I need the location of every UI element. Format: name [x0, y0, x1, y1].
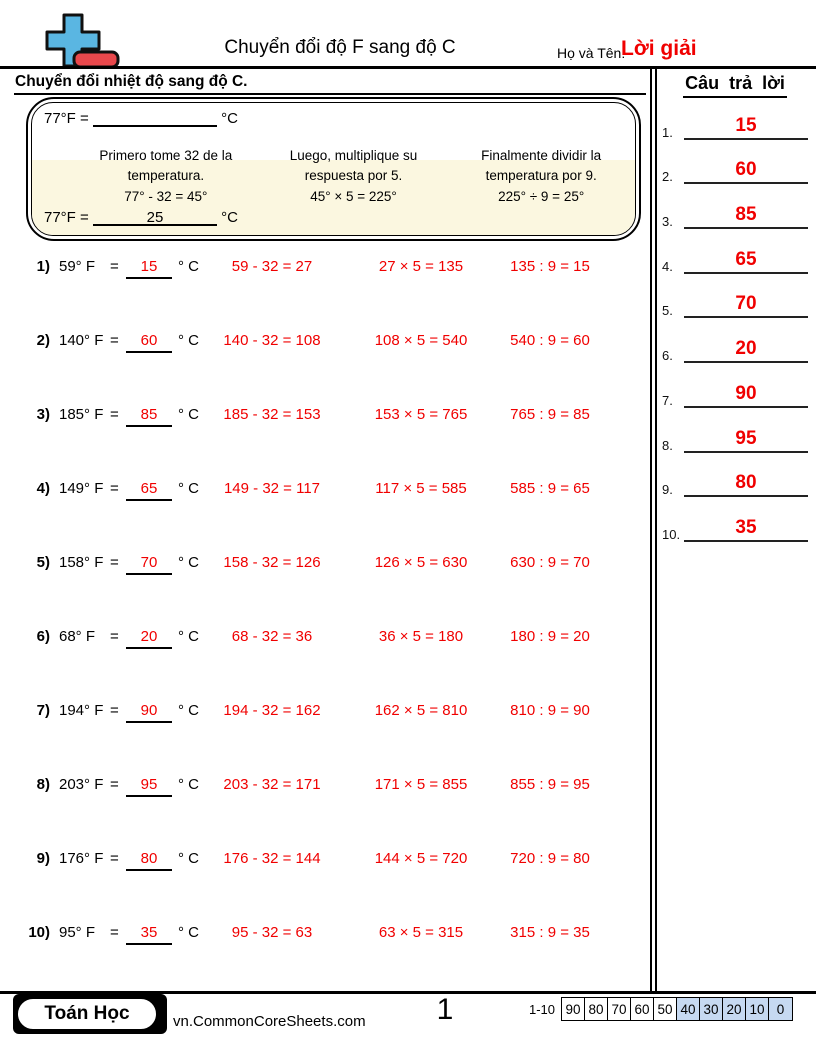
work-division: 180 : 9 = 20 — [510, 628, 590, 645]
answer-key-item — [660, 184, 810, 229]
example-step-line1: Luego, multiplique su — [289, 148, 418, 163]
grading-scale — [529, 997, 793, 1021]
example-step-equation: 77° - 32 = 45° — [124, 188, 208, 204]
work-multiplication: 27 × 5 = 135 — [378, 258, 464, 275]
problem-equals-sign: = — [110, 554, 119, 571]
problem-row — [14, 400, 646, 474]
worksheet-title: Chuyển đổi độ F sang độ C — [224, 37, 456, 58]
work-division: 135 : 9 = 15 — [510, 258, 590, 275]
work-multiplication: 108 × 5 = 540 — [374, 332, 468, 349]
work-subtraction: 185 - 32 = 153 — [223, 406, 321, 423]
problem-celsius-unit: ° C — [178, 850, 199, 867]
problem-number: 10) — [28, 924, 50, 941]
problem-fahrenheit: 140° F — [59, 332, 104, 349]
problem-equals-sign: = — [110, 332, 119, 349]
header-divider — [0, 66, 816, 69]
grading-cell: 90 — [562, 998, 585, 1020]
example-step-equation: 45° × 5 = 225° — [310, 188, 397, 204]
example-prompt — [44, 110, 238, 127]
problem-celsius-unit: ° C — [178, 480, 199, 497]
problem-answer-blank: 35 — [126, 924, 172, 945]
problem-equals-sign: = — [110, 702, 119, 719]
work-subtraction: 95 - 32 = 63 — [231, 924, 313, 941]
problem-number: 5) — [36, 554, 50, 571]
work-multiplication: 162 × 5 = 810 — [374, 702, 468, 719]
work-division: 720 : 9 = 80 — [510, 850, 590, 867]
work-multiplication: 144 × 5 = 720 — [374, 850, 468, 867]
problem-number: 2) — [36, 332, 50, 349]
answer-key-heading-text: Câu trả lời — [683, 73, 787, 98]
example-result-prefix: 77°F = — [44, 209, 89, 226]
work-subtraction: 194 - 32 = 162 — [223, 702, 321, 719]
problem-fahrenheit: 59° F — [59, 258, 96, 275]
work-division: 315 : 9 = 35 — [510, 924, 590, 941]
answer-key-value: 20 — [684, 338, 808, 363]
example-prompt-prefix: 77°F = — [44, 110, 89, 127]
problem-number: 3) — [36, 406, 50, 423]
problem-answer-blank: 90 — [126, 702, 172, 723]
example-step — [72, 146, 260, 207]
answer-key-number: 6. — [662, 348, 673, 364]
answer-key-value: 95 — [684, 428, 808, 453]
answer-key-item — [660, 274, 810, 319]
work-division: 630 : 9 = 70 — [510, 554, 590, 571]
answer-key-number: 8. — [662, 437, 673, 453]
problem-number: 7) — [36, 702, 50, 719]
problem-equals-sign: = — [110, 258, 119, 275]
answer-key-item — [660, 140, 810, 185]
answer-key-number: 3. — [662, 214, 673, 230]
work-subtraction: 149 - 32 = 117 — [223, 480, 321, 497]
example-result-suffix: °C — [221, 209, 238, 226]
answer-key-item — [660, 453, 810, 498]
problem-equals-sign: = — [110, 480, 119, 497]
problem-answer-blank: 70 — [126, 554, 172, 575]
answer-key-number: 10. — [662, 526, 681, 542]
plus-minus-logo-icon — [42, 12, 120, 70]
grading-cell: 20 — [723, 998, 746, 1020]
work-subtraction: 176 - 32 = 144 — [223, 850, 321, 867]
example-step — [260, 146, 448, 207]
problem-number: 1) — [36, 258, 50, 275]
problem-row — [14, 918, 646, 992]
subject-badge — [13, 994, 167, 1034]
sidebar-double-divider — [650, 66, 657, 991]
problem-number: 4) — [36, 480, 50, 497]
grading-scale-label: 1-10 — [529, 1001, 556, 1017]
problem-fahrenheit: 203° F — [59, 776, 104, 793]
problem-answer-blank: 20 — [126, 628, 172, 649]
answer-key-item — [660, 95, 810, 140]
answer-key-number: 2. — [662, 169, 673, 185]
answer-key-value: 80 — [684, 472, 808, 497]
problem-row — [14, 770, 646, 844]
problem-fahrenheit: 194° F — [59, 702, 104, 719]
problem-equals-sign: = — [110, 850, 119, 867]
answer-key-value: 70 — [684, 293, 808, 318]
problem-celsius-unit: ° C — [178, 924, 199, 941]
work-multiplication: 171 × 5 = 855 — [374, 776, 468, 793]
work-division: 765 : 9 = 85 — [510, 406, 590, 423]
example-step — [447, 146, 635, 207]
answer-key-value: 15 — [684, 115, 808, 140]
answer-key-value: 65 — [684, 249, 808, 274]
problem-equals-sign: = — [110, 406, 119, 423]
work-subtraction: 68 - 32 = 36 — [231, 628, 313, 645]
problem-number: 6) — [36, 628, 50, 645]
grading-cell: 0 — [769, 998, 792, 1020]
answer-key-item — [660, 229, 810, 274]
section-heading: Chuyển đổi nhiệt độ sang độ C. — [15, 73, 248, 90]
problems-list — [14, 252, 646, 992]
answer-key-item — [660, 363, 810, 408]
page-number: 1 — [436, 993, 454, 1026]
problem-answer-blank: 15 — [126, 258, 172, 279]
grading-cell: 50 — [654, 998, 677, 1020]
section-divider — [14, 93, 646, 95]
example-prompt-suffix: °C — [221, 110, 238, 127]
work-subtraction: 59 - 32 = 27 — [231, 258, 313, 275]
example-step-line2: temperatura. — [127, 168, 205, 184]
work-multiplication: 126 × 5 = 630 — [374, 554, 468, 571]
problem-answer-blank: 85 — [126, 406, 172, 427]
example-box-inner — [31, 102, 636, 236]
problem-fahrenheit: 68° F — [59, 628, 96, 645]
example-result-answer: 25 — [93, 209, 217, 226]
grading-cell: 10 — [746, 998, 769, 1020]
problem-fahrenheit: 176° F — [59, 850, 104, 867]
name-label: Họ và Tên: — [557, 45, 626, 61]
problem-number: 8) — [36, 776, 50, 793]
work-division: 810 : 9 = 90 — [510, 702, 590, 719]
answer-key-value: 60 — [684, 159, 808, 184]
problem-celsius-unit: ° C — [178, 258, 199, 275]
grading-cell: 70 — [608, 998, 631, 1020]
problem-equals-sign: = — [110, 924, 119, 941]
work-multiplication: 117 × 5 = 585 — [375, 480, 467, 497]
example-blank-line — [93, 110, 217, 127]
problem-celsius-unit: ° C — [178, 332, 199, 349]
work-multiplication: 153 × 5 = 765 — [374, 406, 468, 423]
grading-cell: 30 — [700, 998, 723, 1020]
example-step-line2: temperatura por 9. — [485, 168, 597, 184]
problem-fahrenheit: 185° F — [59, 406, 104, 423]
example-step-line1: Primero tome 32 de la — [99, 148, 233, 163]
answer-key-number: 7. — [662, 392, 673, 408]
answer-key-number: 1. — [662, 124, 673, 140]
problem-equals-sign: = — [110, 776, 119, 793]
work-subtraction: 203 - 32 = 171 — [223, 776, 321, 793]
work-subtraction: 140 - 32 = 108 — [223, 332, 321, 349]
work-multiplication: 63 × 5 = 315 — [378, 924, 464, 941]
work-division: 540 : 9 = 60 — [510, 332, 590, 349]
problem-answer-blank: 95 — [126, 776, 172, 797]
example-step-line1: Finalmente dividir la — [481, 148, 602, 163]
example-box — [26, 97, 641, 241]
grading-cells-plain — [562, 998, 677, 1020]
answer-key-number: 4. — [662, 258, 673, 274]
problem-answer-blank: 80 — [126, 850, 172, 871]
grading-cell: 40 — [677, 998, 700, 1020]
problem-answer-blank: 60 — [126, 332, 172, 353]
problem-answer-blank: 65 — [126, 480, 172, 501]
problem-celsius-unit: ° C — [178, 776, 199, 793]
example-step-line2: respuesta por 5. — [304, 168, 403, 184]
work-division: 855 : 9 = 95 — [510, 776, 590, 793]
example-result — [44, 209, 238, 226]
work-subtraction: 158 - 32 = 126 — [223, 554, 321, 571]
answer-key-value: 85 — [684, 204, 808, 229]
problem-celsius-unit: ° C — [178, 406, 199, 423]
answer-key-number: 5. — [662, 303, 673, 319]
problem-row — [14, 622, 646, 696]
problem-celsius-unit: ° C — [178, 554, 199, 571]
problem-fahrenheit: 95° F — [59, 924, 96, 941]
example-step-equation: 225° ÷ 9 = 25° — [498, 188, 585, 204]
problem-celsius-unit: ° C — [178, 702, 199, 719]
answer-key-item — [660, 408, 810, 453]
website-text: vn.CommonCoreSheets.com — [173, 1013, 366, 1030]
grading-cell: 60 — [631, 998, 654, 1020]
answer-key-value: 35 — [684, 517, 808, 542]
grading-scale-table — [561, 997, 793, 1021]
problem-equals-sign: = — [110, 628, 119, 645]
answer-key-name: Lời giải — [621, 37, 697, 60]
example-steps — [32, 146, 635, 207]
problem-row — [14, 844, 646, 918]
problem-number: 9) — [36, 850, 50, 867]
problem-celsius-unit: ° C — [178, 628, 199, 645]
answer-key-value: 90 — [684, 383, 808, 408]
problem-row — [14, 474, 646, 548]
answer-key-number: 9. — [662, 482, 673, 498]
answer-key-heading — [660, 73, 810, 94]
grading-cells-shaded — [677, 998, 792, 1020]
problem-fahrenheit: 158° F — [59, 554, 104, 571]
problem-fahrenheit: 149° F — [59, 480, 104, 497]
problem-row — [14, 326, 646, 400]
grading-cell: 80 — [585, 998, 608, 1020]
work-division: 585 : 9 = 65 — [510, 480, 590, 497]
answer-key-item — [660, 497, 810, 542]
work-multiplication: 36 × 5 = 180 — [378, 628, 464, 645]
problem-row — [14, 696, 646, 770]
answer-key-list — [660, 95, 810, 542]
subject-badge-label: Toán Học — [17, 998, 157, 1030]
problem-row — [14, 252, 646, 326]
answer-key-item — [660, 318, 810, 363]
problem-row — [14, 548, 646, 622]
